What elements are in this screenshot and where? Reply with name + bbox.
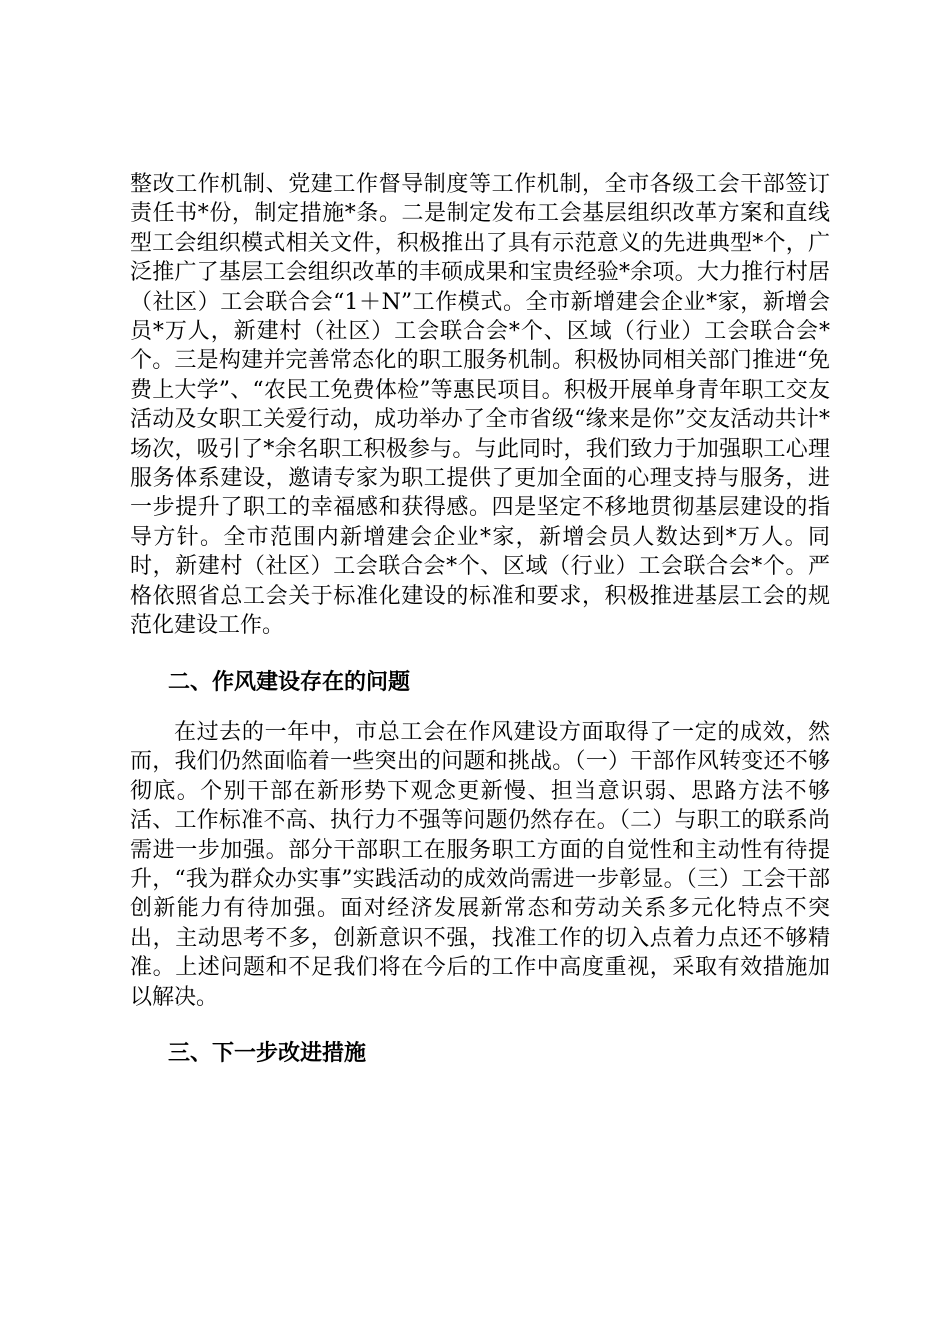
body-paragraph: 整改工作机制、党建工作督导制度等工作机制，全市各级工会干部签订责任书*份，制定措施*条。二是制定发布工会基层组织改革方案和直线型工会组织模式相关文件，积极推出了具有示范意义的先进典型*个，广泛推广了基层工会组织改革的丰硕成果和宝贵经验*余项。大力推行村居（社区）工会联合会“1＋N”工作模式。全市新增建会企业*家，新增会员*万人，新建村（社区）工会联合会*个、区域（行业）工会联合会*个。三是构建并完善常态化的职工服务机制。积极协同相关部门推进“免费上大学”、“农民工免费体检”等惠民项目。积极开展单身青年职工交友活动及女职工关爱行动，成功举办了全市省级“缘来是你”交友活动共计*场次，吸引了*余名职工积极参与。与此同时，我们致力于加强职工心理服务体系建设，邀请专家为职工提供了更加全面的心理支持与服务，进一步提升了职工的幸福感和获得感。四是坚定不移地贯彻基层建设的指导方针。全市范围内新增建会企业*家，新增会员人数达到*万人。同时，新建村（社区）工会联合会*个、区域（行业）工会联合会*个。严格依照省总工会关于标准化建设的标准和要求，积极推进基层工会的规范化建设工作。 [130,172,830,639]
section-heading: 三、下一步改进措施 [168,1040,367,1066]
document-body [130,170,830,1068]
body-paragraph: 在过去的一年中，市总工会在作风建设方面取得了一定的成效，然而，我们仍然面临着一些突出的问题和挑战。（一）干部作风转变还不够彻底。个别干部在新形势下观念更新慢、担当意识弱、思路方法不够活、工作标准不高、执行力不强等问题仍然存在。（二）与职工的联系尚需进一步加强。部分干部职工在服务职工方面的自觉性和主动性有待提升，“我为群众办实事”实践活动的成效尚需进一步彰显。（三）工会干部创新能力有待加强。面对经济发展新常态和劳动关系多元化特点不突出，主动思考不多，创新意识不强，找准工作的切入点着力点还不够精准。上述问题和不足我们将在今后的工作中高度重视，采取有效措施加以解决。 [130,719,830,1010]
section-heading: 二、作风建设存在的问题 [168,669,411,695]
